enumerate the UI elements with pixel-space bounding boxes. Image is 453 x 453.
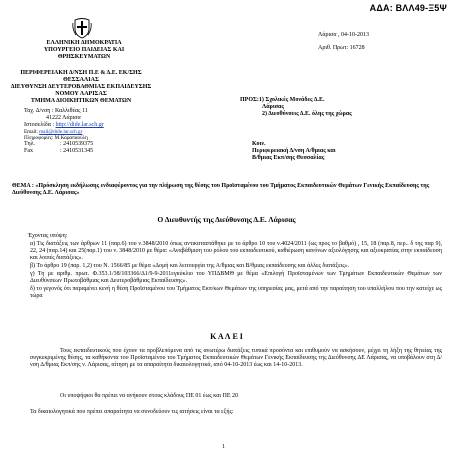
consideration-item-d: δ) το γεγονός ότι παραμένει κενή η θέση Προϊσταμένου του Τμήματος Εκπ/κων Θεμάτων της υπηρεσίας μας, μετά από την παραίτηση του υπαλλήλου που την κατείχε ως τώρα [30, 286, 442, 299]
documents-line: Τα δικαιολογητικά που πρέπει απαραίτητα να συνοδεύουν τις αιτήσεις είναι τα εξής: [30, 409, 234, 415]
region-line-3: ΔΙΕΥΘΥΝΣΗ ΔΕΥΤΕΡΟΒΑΘΜΙΑΣ ΕΚΠΑΙΔΕΥΣΗΣ [10, 84, 152, 90]
considering-label: Έχοντας υπόψη: [28, 233, 68, 239]
region-line-1: ΠΕΡΙΦΕΡΕΙΑΚΗ Δ/ΝΣΗ Π.Ε & Δ.Ε. ΕΚ/ΣΗΣ [20, 70, 142, 76]
contact-website-row [24, 122, 164, 129]
ada-code: ΑΔΑ: ΒΛΛ49-Ξ5Ψ [369, 3, 447, 13]
header-line-ministry-2: ΘΡΗΣΚΕΥΜΑΤΩΝ [57, 54, 111, 60]
contact-fax-row [24, 148, 164, 155]
region-line-4: ΝΟΜΟΥ ΛΑΡΙΣΑΣ [55, 91, 107, 97]
contact-tel-row [24, 141, 164, 148]
header-line-republic: ΕΛΛΗΝΙΚΗ ΔΗΜΟΚΡΑΤΙΑ [46, 40, 122, 46]
contact-address: Ταχ. Δ/νση : Καλλιθέας 11 [24, 108, 88, 114]
website-link[interactable]: http://dide.lar.sch.gr [55, 122, 104, 128]
contact-block [24, 108, 164, 155]
protocol-number: Αριθ. Πρωτ: 16728 [318, 45, 365, 51]
considerations-list [30, 241, 442, 300]
recipient-line-3: 2) Διευθύνσεις Δ.Ε. όλης της χώρας [262, 111, 352, 117]
region-line-2: ΘΕΣΣΑΛΙΑΣ [63, 77, 99, 83]
fax-label: Fax [24, 148, 33, 155]
date-place: Λάρισα , 04-10-2013 [318, 32, 369, 38]
contact-postcode: 41222 Λάρισα [46, 115, 81, 121]
tel-label: Τηλ. [24, 141, 35, 148]
subject: ΘΕΜΑ : «Πρόσκληση εκδήλωσης ενδιαφέροντος για την πλήρωση της θέσης του Προϊσταμένου του Τμήματος Εκπαιδευτικών Θεμάτων Γενικής Εκπαίδευσης της Διεύθυνσης Δ.Ε. Λάρισας» [12, 183, 430, 196]
tel-value: : 2410539375 [60, 141, 94, 148]
contact-info: Πληροφορίες: Μ.Καραπαούλη [24, 135, 88, 142]
fax-value: : 2410531345 [60, 148, 94, 155]
greek-coat-of-arms-emblem [72, 17, 92, 39]
page-number: 1 [222, 444, 225, 450]
kalei-heading: Κ Α Λ Ε Ι [210, 332, 243, 341]
body-paragraph: Τους εκπαιδευτικούς που έχουν τα προβλεπόμενα από τις ανωτέρω διατάξεις τυπικά προσόντα και επιθυμούν να ασκήσουν, μέχρι τη λήξη της θητείας της συγκεκριμένης θέσης, τα καθήκοντα του Προϊσταμένου του Τμήματος Εκπαιδευτικών Θεμάτων Γενικής Εκπαίδευσης της Διεύθυνσης ΔΕ Λάρισας, να υποβάλουν στη Δ/νση Δ/θμιας Εκπ/σης ν. Λάρισας, αίτηση με τα απαραίτητα δικαιολογητικά, από 04-10-2013 έως και 14-10-2013. [30, 348, 442, 368]
cc-block [252, 141, 442, 162]
recipients-block [240, 97, 440, 118]
recipient-line-2: Λάρισας [262, 104, 284, 110]
cc-label: Κοιν. [252, 141, 266, 147]
candidates-line: Οι υποψήφιοι θα πρέπει να ανήκουν στους κλάδους ΠΕ 01 έως και ΠΕ 20 [60, 393, 238, 399]
consideration-item-c: γ) Τη με αριθμ. πρωτ. Φ.353.1/38/103366/Δ1/9-9-2011εγκύκλιο του ΥΠΔΒΜΘ με θέμα «Επιλογή Προϊσταμένων των Τμημάτων Εκπαιδευτικών Θεμάτων των Διευθύνσεων Πρωτοβάθμιας και Δευτεροβάθμιας Εκπαίδευσης». [30, 271, 442, 284]
recipient-line-1: ΠΡΟΣ:1) Σχολικές Μονάδες Δ.Ε. [240, 97, 325, 103]
cc-line-1: Περιφερειακή Δ/νση Α/θμιας και [252, 148, 336, 154]
cc-line-2: Β/θμιας Εκπ/σης Θεσσαλίας [252, 155, 325, 161]
consideration-item-b: β) Το άρθρο 19 (παρ. 1,2) του Ν. 1566/85 με θέμα «Δομή και λειτουργία της Α/θμιας και Β/θμιας εκπαίδευσης και άλλες διατάξεις». [30, 263, 350, 269]
region-header [2, 70, 160, 105]
ministry-header [30, 40, 138, 61]
email-link[interactable]: mail@dide.lar.sch.gr [39, 129, 83, 135]
region-line-5: ΤΜΗΜΑ ΔΙΟΙΚΗΤΙΚΩΝ ΘΕΜΑΤΩΝ [30, 98, 132, 104]
website-label: Ιστοσελίδα : [24, 122, 56, 128]
consideration-item-a: α) Τις διατάξεις των άρθρων 11 (παρ.6) του ν.3848/2010 όπως αντικαταστάθηκε με το άρθρο 10 του ν.4024/2011 (ως προς το βαθμό) , 15, 18 (παρ.8, περ.. δ της παρ 9), 22, 24 (παρ.14) και 25(παρ.1) του ν. 3848/2010 με θέμα: «Αναβάθμιση του ρόλου του εκπαιδευτικού, καθιέρωση κανόνων αξιολόγησης και αξιοκρατίας στην εκπαίδευση και λοιπές διατάξεις». [30, 241, 442, 261]
header-line-ministry: ΥΠΟΥΡΓΕΙΟ ΠΑΙΔΕΙΑΣ ΚΑΙ [43, 47, 125, 53]
director-title: Ο Διευθυντής της Διεύθυνσης Δ.Ε. Λάρισας [157, 215, 296, 224]
email-label: Email: [24, 129, 40, 135]
